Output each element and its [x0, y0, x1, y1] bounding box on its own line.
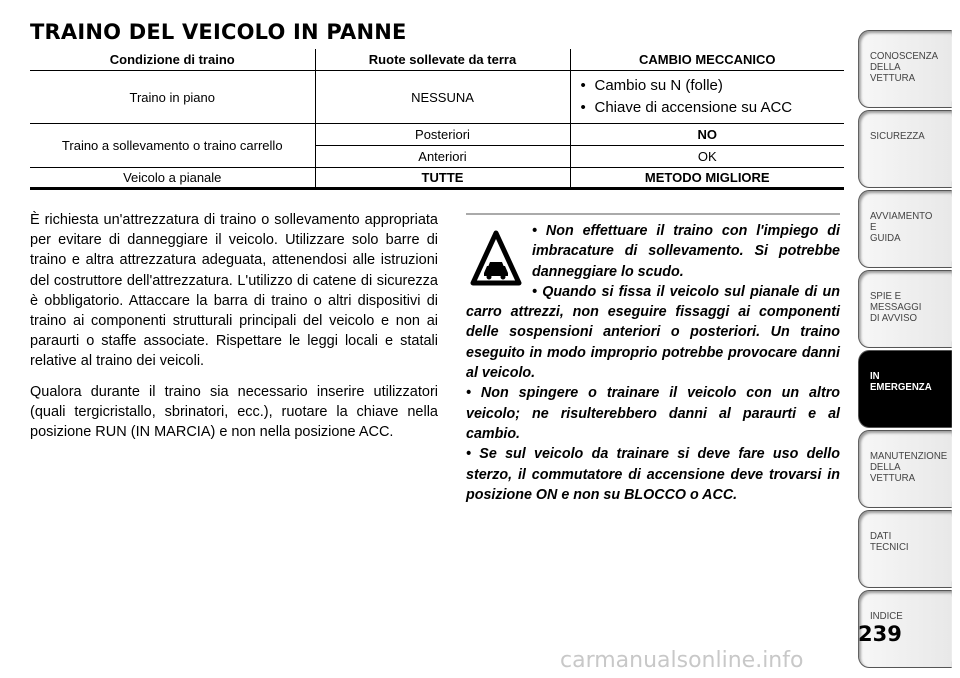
body-text — [30, 210, 438, 452]
tab-sicurezza[interactable] — [858, 110, 952, 188]
warning-item: • Se sul veicolo da trainare si deve fare uso dello sterzo, il commutatore di accensione deve trovarsi in posizione ON e non su BLOCCO o ACC. — [466, 446, 840, 503]
bullet-item — [581, 97, 845, 119]
page-title: TRAINO DEL VEICOLO IN PANNE — [30, 20, 407, 44]
cell-gearbox: OK — [570, 146, 844, 168]
section-tabs — [858, 30, 960, 670]
tab-label: IN EMERGENZA — [869, 370, 932, 393]
divider — [466, 213, 840, 215]
header-condition: Condizione di traino — [30, 49, 315, 71]
tab-avviamento-e-guida[interactable] — [858, 190, 952, 268]
cell-gearbox: NO — [570, 124, 844, 146]
paragraph: Qualora durante il traino sia necessario inserire utilizzatori (quali tergicristallo, sbrinatori, ecc.), ruotare la chiave nella posizione RUN (IN MARCIA) e non nella posizione ACC. — [30, 383, 438, 441]
warning-box — [466, 213, 840, 505]
tab-spie-e-messaggi[interactable] — [858, 270, 952, 348]
tab-manutenzione[interactable] — [858, 430, 952, 508]
table-header-row — [30, 49, 844, 71]
cell-condition: Traino a sollevamento o traino carrello — [30, 124, 315, 168]
tab-label: SPIE E MESSAGGI DI AVVISO — [869, 290, 922, 324]
tab-label: AVVIAMENTO E GUIDA — [869, 210, 933, 244]
towing-table — [30, 49, 844, 190]
tab-dati-tecnici[interactable] — [858, 510, 952, 588]
header-gearbox: CAMBIO MECCANICO — [570, 49, 844, 71]
warning-item: • Non spingere o trainare il veicolo con un altro veicolo; ne risulterebbero danni al paraurti e al cambio. — [466, 385, 840, 442]
cell-condition: Traino in piano — [30, 71, 315, 124]
watermark: carmanualsonline.info — [560, 648, 804, 673]
header-wheels: Ruote sollevate da terra — [315, 49, 570, 71]
tab-conoscenza-della-vettura[interactable] — [858, 30, 952, 108]
tab-label: MANUTENZIONE DELLA VETTURA — [869, 450, 948, 484]
bullet-item — [581, 75, 845, 97]
warning-item: • Non effettuare il traino con l'impiego di imbracature di sollevamento. Si potrebbe danneggiare lo scudo. — [532, 223, 840, 280]
cell-wheels: Posteriori — [315, 124, 570, 146]
bullet-text: Cambio su N (folle) — [594, 77, 723, 94]
tab-in-emergenza[interactable] — [858, 350, 952, 428]
bullet-text: Chiave di accensione su ACC — [594, 99, 793, 116]
tab-label: INDICE — [869, 610, 903, 622]
table-row — [30, 124, 844, 146]
paragraph: È richiesta un'attrezzatura di traino o sollevamento appropriata per evitare di danneggiare il veicolo. Utilizzare solo barre di traino e altra attrezzatura adeguata, attenendosi alle istruzioni del costruttore dell'attrezzatura. L'utilizzo di catene di sicurezza è obbligatorio. Attaccare la barra di traino o altri dispositivi di traino ai componenti strutturali principali del veicolo e non ai paraurti o staffe associate. Rispettare le leggi locali e statali relative al traino dei veicoli. — [30, 212, 438, 370]
tab-label: DATI TECNICI — [869, 530, 909, 553]
cell-wheels: Anteriori — [315, 146, 570, 168]
cell-gearbox: METODO MIGLIORE — [644, 170, 770, 185]
cell-gearbox — [570, 71, 844, 124]
table-row — [30, 168, 844, 189]
cell-condition: Veicolo a pianale — [30, 168, 315, 189]
tab-label: SICUREZZA — [869, 130, 925, 142]
tab-label: CONOSCENZA DELLA VETTURA — [869, 50, 939, 84]
cell-wheels: TUTTE — [315, 168, 570, 189]
warning-item: • Quando si fissa il veicolo sul pianale di un carro attrezzi, non eseguire fissaggi ai componenti delle sospensioni anteriori o posteriori. Un traino eseguito in modo improprio potrebbe provocare danni al veicolo. — [466, 283, 840, 382]
page-number: 239 — [858, 622, 902, 646]
car-skid-warning-triangle-icon — [470, 229, 522, 287]
table-row — [30, 71, 844, 124]
cell-wheels: NESSUNA — [315, 71, 570, 124]
